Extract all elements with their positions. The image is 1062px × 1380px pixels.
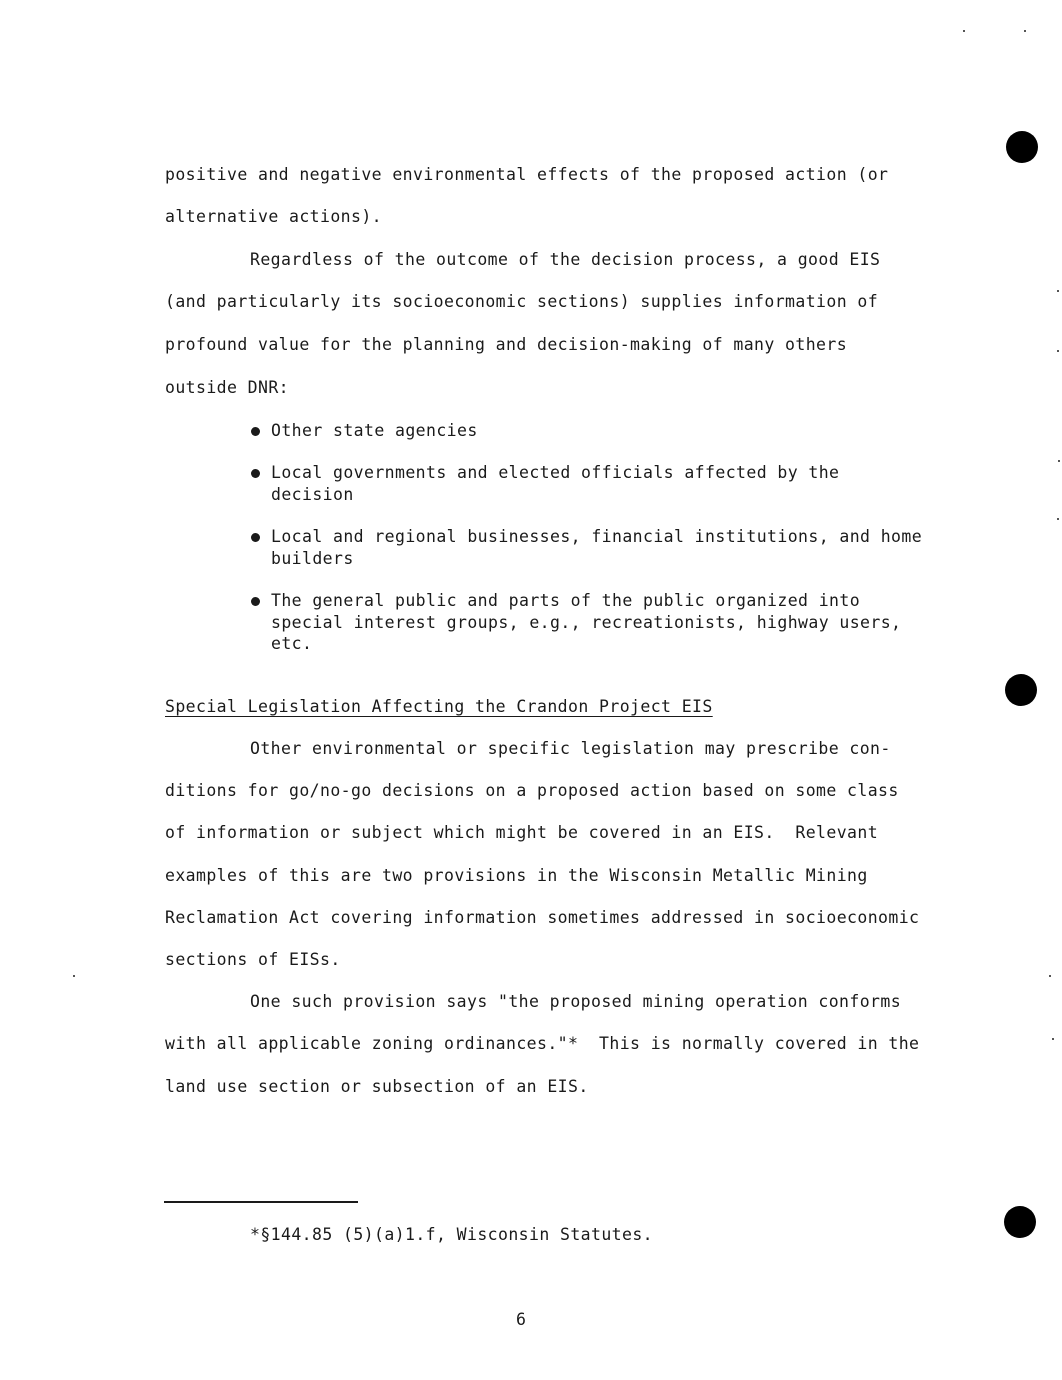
bullet-icon — [251, 469, 260, 478]
scan-speck — [1024, 30, 1026, 32]
text-line: Other environmental or specific legislation may prescribe con- — [250, 739, 891, 758]
bullet-item-text: Local and regional businesses, financial institutions, and home — [271, 527, 923, 546]
text-line: alternative actions). — [165, 207, 383, 226]
text-line: with all applicable zoning ordinances."* This is normally covered in the — [165, 1034, 920, 1053]
footnote-text: *§144.85 (5)(a)1.f, Wisconsin Statutes. — [250, 1225, 654, 1244]
bullet-item-text: decision — [271, 485, 354, 504]
text-line: (and particularly its socioeconomic sections) supplies information of — [165, 292, 879, 311]
bullet-item-text: Local governments and elected officials affected by the — [271, 463, 840, 482]
scan-speck — [1052, 1038, 1054, 1040]
bullet-icon — [251, 597, 260, 606]
bullet-item-text: etc. — [271, 634, 313, 653]
section-heading: Special Legislation Affecting the Crandon Project EIS — [165, 697, 713, 716]
bullet-item-text: The general public and parts of the public organized into — [271, 591, 861, 610]
binder-hole-top — [1006, 131, 1038, 163]
text-line: One such provision says "the proposed mining operation conforms — [250, 992, 902, 1011]
scan-speck — [73, 975, 75, 977]
scan-speck — [1057, 350, 1059, 352]
text-line: positive and negative environmental effects of the proposed action (or — [165, 165, 889, 184]
text-line: profound value for the planning and decision-making of many others — [165, 335, 848, 354]
bullet-item-text: builders — [271, 549, 354, 568]
bullet-icon — [251, 427, 260, 436]
scan-speck — [1049, 975, 1051, 977]
bullet-item-text: Other state agencies — [271, 421, 478, 440]
text-line: examples of this are two provisions in the Wisconsin Metallic Mining — [165, 866, 868, 885]
text-line: Reclamation Act covering information sometimes addressed in socioeconomic — [165, 908, 920, 927]
text-line: sections of EISs. — [165, 950, 341, 969]
bullet-icon — [251, 533, 260, 542]
bullet-item-text: special interest groups, e.g., recreationists, highway users, — [271, 613, 902, 632]
text-line: ditions for go/no-go decisions on a proposed action based on some class — [165, 781, 899, 800]
text-line: of information or subject which might be covered in an EIS. Relevant — [165, 823, 879, 842]
footnote-divider — [164, 1201, 358, 1203]
text-line: Regardless of the outcome of the decision process, a good EIS — [250, 250, 881, 269]
binder-hole-middle — [1005, 674, 1037, 706]
scan-speck — [1057, 290, 1059, 292]
text-line: outside DNR: — [165, 378, 290, 397]
scan-speck — [1058, 460, 1060, 462]
text-line: land use section or subsection of an EIS. — [165, 1077, 589, 1096]
scan-speck — [963, 30, 965, 32]
page-number: 6 — [516, 1310, 527, 1329]
scan-speck — [1057, 518, 1059, 520]
binder-hole-bottom — [1004, 1206, 1036, 1238]
